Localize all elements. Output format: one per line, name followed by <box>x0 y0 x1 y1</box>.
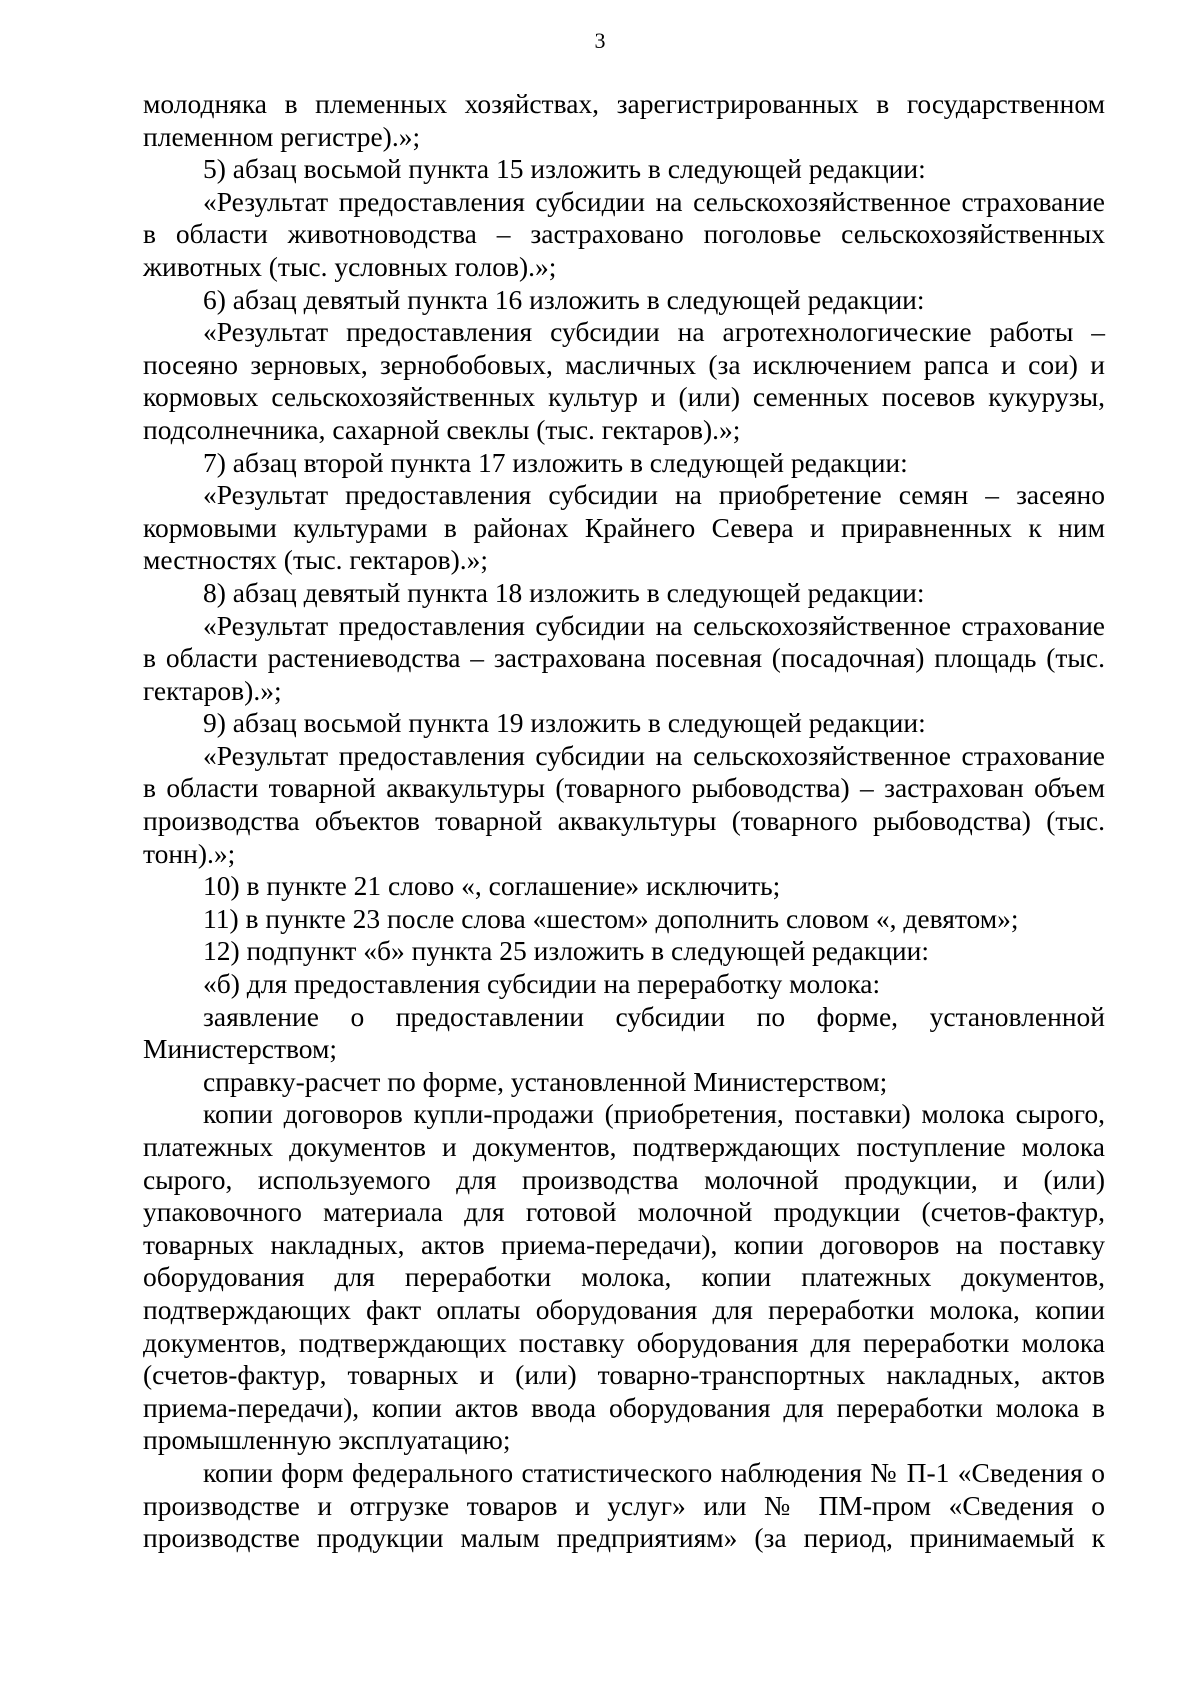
document-paragraph: «Результат предоставления субсидии на сельскохозяйственное страхование в области животноводства – застраховано поголовье сельскохозяйственных животных (тыс. условных голов).»; <box>143 185 1105 282</box>
document-paragraph: молодняка в племенных хозяйствах, зарегистрированных в государственном племенном регистре).»; <box>143 88 1105 152</box>
document-paragraph: 10) в пункте 21 слово «, соглашение» исключить; <box>203 870 781 902</box>
document-paragraph: 5) абзац восьмой пункта 15 изложить в следующей редакции: <box>203 153 926 185</box>
page-number: 3 <box>594 28 606 53</box>
document-body <box>143 88 1105 1555</box>
document-paragraph: 7) абзац второй пункта 17 изложить в следующей редакции: <box>203 446 908 478</box>
document-paragraph: «Результат предоставления субсидии на агротехнологические работы – посеяно зерновых, зернобобовых, масличных (за исключением рапса и сои) и кормовых сельскохозяйственных культур и (или) семенных посевов кукурузы, подсолнечника, сахарной свеклы (тыс. гектаров).»; <box>143 316 1105 445</box>
document-paragraph: заявление о предоставлении субсидии по форме, установленной Министерством; <box>143 1000 1105 1065</box>
document-paragraph: «б) для предоставления субсидии на переработку молока: <box>203 968 881 1000</box>
document-paragraph: 11) в пункте 23 после слова «шестом» дополнить словом «, девятом»; <box>203 902 1019 934</box>
document-paragraph: «Результат предоставления субсидии на сельскохозяйственное страхование в области растениеводства – застрахована посевная (посадочная) площадь (тыс. гектаров).»; <box>143 609 1105 706</box>
document-paragraph: «Результат предоставления субсидии на приобретение семян – засеяно кормовыми культурами в районах Крайнего Севера и приравненных к ним местностях (тыс. гектаров).»; <box>143 479 1105 576</box>
document-paragraph: копии договоров купли-продажи (приобретения, поставки) молока сырого, платежных документов и документов, подтверждающих поступление молока сырого, используемого для производства молочной продукции, и (или) упаковочного материала для готовой молочной продукции (счетов-фактур, товарных накладных, актов приема-передачи), копии договоров на поставку оборудования для переработки молока, копии платежных документов, подтверждающих факт оплаты оборудования для переработки молока, копии документов, подтверждающих поставку оборудования для переработки молока (счетов-фактур, товарных и (или) товарно-транспортных накладных, актов приема-передачи), копии актов ввода оборудования для переработки молока в промышленную эксплуатацию; <box>143 1098 1105 1456</box>
document-paragraph: 6) абзац девятый пункта 16 изложить в следующей редакции: <box>203 283 925 315</box>
document-paragraph: «Результат предоставления субсидии на сельскохозяйственное страхование в области товарной аквакультуры (товарного рыбоводства) – застрахован объем производства объектов товарной аквакультуры (товарного рыбоводства) (тыс. тонн).»; <box>143 739 1105 869</box>
document-paragraph: 8) абзац девятый пункта 18 изложить в следующей редакции: <box>203 576 925 608</box>
document-paragraph: справку-расчет по форме, установленной Министерством; <box>203 1065 888 1097</box>
document-paragraph: копии форм федерального статистического наблюдения № П-1 «Сведения о производстве и отгрузке товаров и услуг» или № ПМ-пром «Сведения о производстве продукции малым предприятиям» (за период, принимаемый к <box>143 1456 1105 1554</box>
document-paragraph: 12) подпункт «б» пункта 25 изложить в следующей редакции: <box>203 935 929 967</box>
document-paragraph: 9) абзац восьмой пункта 19 изложить в следующей редакции: <box>203 707 926 739</box>
